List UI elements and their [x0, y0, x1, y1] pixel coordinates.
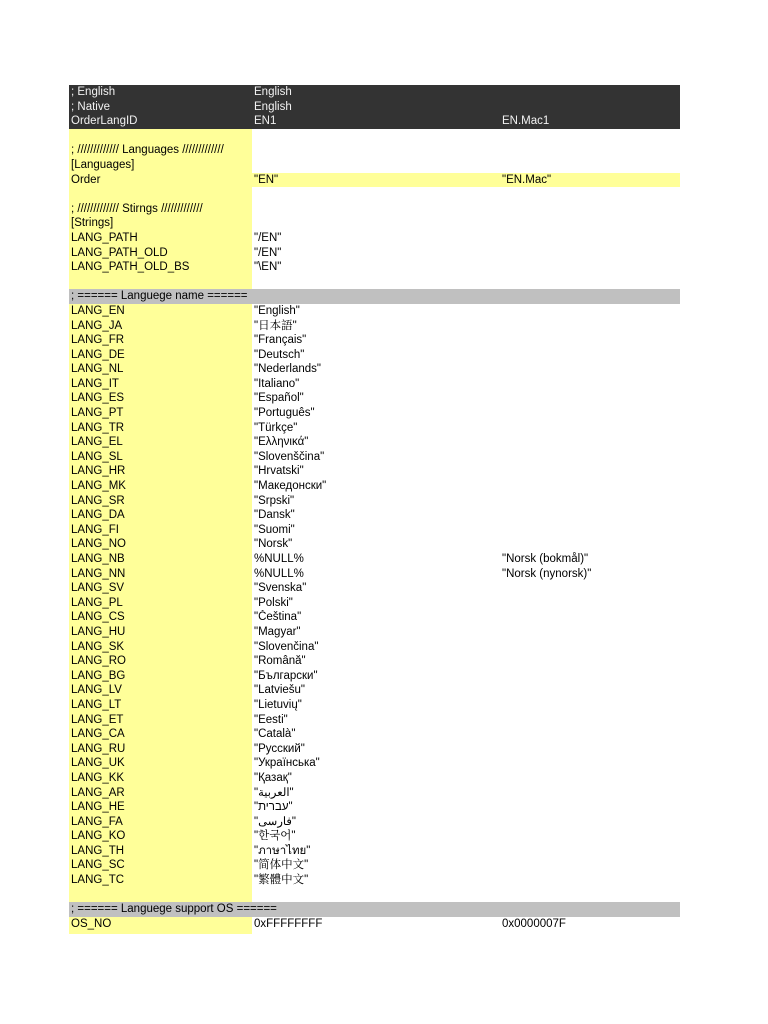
cell-c[interactable] — [500, 377, 680, 392]
cell-a[interactable]: ; Native — [71, 100, 110, 113]
table-row — [69, 873, 680, 888]
cell-c[interactable]: "Norsk (nynorsk)" — [502, 567, 592, 580]
cell-a[interactable]: LANG_NB — [71, 553, 125, 565]
cell-b[interactable]: 0xFFFFFFFF — [254, 917, 323, 930]
cell-a[interactable]: LANG_BG — [71, 669, 126, 682]
table-row — [69, 713, 680, 728]
cell-c[interactable] — [500, 319, 680, 334]
cell-a[interactable]: LANG_NO — [71, 538, 126, 551]
cell-a[interactable]: LANG_ET — [71, 713, 124, 726]
strings-rows — [69, 231, 680, 275]
cell-b[interactable]: "Nederlands" — [254, 363, 321, 376]
cell-b[interactable]: "Srpski" — [254, 494, 295, 507]
cell-b[interactable]: "한국어" — [254, 830, 296, 843]
cell-a[interactable]: LANG_FI — [71, 523, 119, 536]
cell-c[interactable] — [500, 698, 680, 713]
cell-c[interactable] — [500, 858, 680, 873]
table-row — [69, 698, 680, 713]
cell-b[interactable]: EN1 — [254, 115, 277, 128]
cell-a[interactable]: LANG_NL — [71, 363, 124, 376]
cell-b[interactable]: "/EN" — [254, 231, 282, 244]
cell-a[interactable]: LANG_JA — [71, 319, 123, 332]
cell-b[interactable]: "简体中文" — [254, 859, 309, 872]
table-row — [69, 523, 680, 538]
cell-b[interactable]: "Қазақ" — [254, 771, 292, 784]
cell-c[interactable] — [500, 683, 680, 698]
table-row — [69, 231, 680, 246]
empty-row — [69, 275, 680, 290]
empty-row — [69, 187, 680, 202]
cell-b[interactable]: "Türkçe" — [254, 421, 298, 434]
cell-b[interactable]: "Українська" — [254, 757, 320, 770]
table-row — [69, 844, 680, 859]
cell-b[interactable]: "/EN" — [254, 246, 282, 259]
table-row — [69, 537, 680, 552]
cell-a[interactable]: LANG_LV — [71, 684, 122, 697]
table-row — [69, 800, 680, 815]
table-row — [69, 610, 680, 625]
cell-a[interactable]: LANG_TC — [71, 874, 125, 887]
spreadsheet — [69, 85, 680, 931]
cell-b[interactable]: "Polski" — [254, 596, 293, 609]
table-row — [69, 406, 680, 421]
section-title-row — [69, 289, 680, 304]
cell-a[interactable]: LANG_IT — [71, 377, 119, 390]
table-row — [69, 669, 680, 684]
cell-a[interactable]: LANG_KO — [71, 830, 126, 843]
cell-c[interactable]: EN.Mac1 — [502, 115, 550, 128]
cell-b[interactable]: "Italiano" — [254, 377, 300, 390]
cell-a[interactable]: [Languages] — [71, 158, 135, 171]
section-title[interactable]: ; ====== Languege support OS ====== — [71, 903, 277, 916]
comment-row — [69, 143, 680, 158]
cell-a[interactable]: LANG_DA — [71, 509, 125, 522]
comment-row — [69, 202, 680, 217]
cell-a[interactable]: LANG_AR — [71, 786, 125, 799]
cell-c[interactable]: 0x0000007F — [502, 917, 566, 930]
cell-c[interactable] — [500, 464, 680, 479]
header-row — [69, 114, 680, 129]
empty-row — [69, 888, 680, 903]
cell-a[interactable]: LANG_HE — [71, 801, 125, 814]
table-row — [69, 727, 680, 742]
cell-a[interactable]: LANG_PATH — [71, 231, 138, 244]
os-support-rows — [69, 917, 680, 932]
section-title[interactable]: ; ====== Languege name ====== — [71, 290, 248, 303]
cell-c[interactable] — [500, 610, 680, 625]
cell-a[interactable]: LANG_EN — [71, 304, 125, 317]
cell-c[interactable] — [500, 800, 680, 815]
cell-c[interactable] — [500, 654, 680, 669]
table-row — [69, 567, 680, 582]
cell-c[interactable] — [500, 581, 680, 596]
table-row — [69, 421, 680, 436]
section-tag-row — [69, 216, 680, 231]
cell-b[interactable]: "Català" — [254, 728, 296, 741]
cell-b[interactable]: "Čeština" — [254, 611, 302, 624]
cell-c[interactable] — [500, 815, 680, 830]
table-row — [69, 435, 680, 450]
cell-b[interactable]: "Lietuvių" — [254, 698, 302, 711]
table-row — [69, 756, 680, 771]
cell-b[interactable]: "Slovenščina" — [254, 450, 325, 463]
cell-a[interactable]: LANG_DE — [71, 348, 125, 361]
table-row — [69, 260, 680, 275]
cell-b[interactable]: "Deutsch" — [254, 348, 305, 361]
cell-a[interactable]: LANG_RU — [71, 742, 126, 755]
cell-b[interactable]: "עברית" — [254, 801, 293, 814]
table-row — [69, 508, 680, 523]
cell-b[interactable]: "Français" — [254, 334, 307, 347]
cell-b[interactable]: "Slovenčina" — [254, 640, 319, 653]
cell-c[interactable] — [500, 450, 680, 465]
header-row — [69, 85, 680, 100]
cell-c[interactable] — [500, 333, 680, 348]
cell-a[interactable]: [Strings] — [71, 217, 114, 230]
cell-c[interactable] — [500, 348, 680, 363]
cell-c[interactable] — [500, 669, 680, 684]
cell-a[interactable]: LANG_FA — [71, 815, 123, 828]
header-row — [69, 100, 680, 115]
cell-a[interactable]: LANG_FR — [71, 334, 125, 347]
cell-c[interactable] — [500, 435, 680, 450]
cell-b[interactable]: "EN" — [254, 173, 279, 186]
table-row — [69, 552, 680, 567]
cell-c[interactable]: "Norsk (bokmål)" — [502, 553, 589, 565]
cell-b[interactable]: "Magyar" — [254, 625, 301, 638]
cell-c[interactable] — [500, 756, 680, 771]
cell-c[interactable] — [500, 479, 680, 494]
cell-a[interactable]: LANG_NN — [71, 567, 126, 580]
cell-c[interactable] — [500, 523, 680, 538]
table-row — [69, 683, 680, 698]
table-row — [69, 625, 680, 640]
cell-b[interactable]: "Español" — [254, 392, 304, 405]
table-row — [69, 464, 680, 479]
cell-a[interactable]: LANG_SC — [71, 859, 125, 872]
table-row — [69, 479, 680, 494]
cell-a[interactable]: LANG_TR — [71, 421, 125, 434]
table-row — [69, 377, 680, 392]
table-row — [69, 858, 680, 873]
cell-b[interactable]: "Македонски" — [254, 480, 327, 493]
cell-a[interactable]: ; ///////////// Stirngs ///////////// — [71, 202, 203, 215]
table-row — [69, 786, 680, 801]
language-name-rows — [69, 304, 680, 888]
cell-c[interactable] — [500, 508, 680, 523]
cell-c[interactable] — [500, 786, 680, 801]
cell-a[interactable]: LANG_SV — [71, 582, 125, 595]
cell-b[interactable]: "العربية" — [254, 786, 294, 799]
cell-a[interactable]: LANG_PT — [71, 407, 124, 420]
cell-a[interactable]: LANG_SL — [71, 450, 123, 463]
table-row — [69, 917, 680, 932]
table-row — [69, 348, 680, 363]
table-row — [69, 391, 680, 406]
cell-a[interactable]: LANG_PL — [71, 596, 123, 609]
table-row — [69, 742, 680, 757]
table-row — [69, 640, 680, 655]
cell-a[interactable]: LANG_EL — [71, 436, 123, 449]
cell-b[interactable]: "Български" — [254, 669, 318, 682]
cell-b[interactable]: "繁體中文" — [254, 874, 309, 887]
empty-row — [69, 129, 680, 144]
cell-b[interactable]: English — [254, 100, 292, 113]
order-row — [69, 173, 680, 188]
cell-a[interactable]: ; ///////////// Languages ///////////// — [71, 144, 224, 157]
cell-c[interactable]: "EN.Mac" — [502, 173, 552, 186]
cell-b[interactable]: "Eesti" — [254, 713, 288, 726]
cell-c[interactable] — [500, 304, 680, 319]
cell-a[interactable]: ; English — [71, 86, 116, 98]
cell-c[interactable] — [500, 713, 680, 728]
table-row — [69, 829, 680, 844]
table-row — [69, 596, 680, 611]
cell-a[interactable]: LANG_KK — [71, 771, 125, 784]
cell-b[interactable]: "فارسی" — [254, 815, 296, 828]
table-row — [69, 450, 680, 465]
table-row — [69, 333, 680, 348]
cell-b[interactable]: "Dansk" — [254, 509, 295, 522]
cell-a[interactable]: LANG_HU — [71, 625, 126, 638]
cell-c[interactable] — [500, 85, 680, 100]
cell-a[interactable]: LANG_SK — [71, 640, 125, 653]
cell-a[interactable]: LANG_PATH_OLD — [71, 246, 168, 259]
cell-b[interactable]: %NULL% — [254, 567, 304, 580]
cell-c[interactable] — [500, 727, 680, 742]
table-row — [69, 654, 680, 669]
cell-c[interactable] — [500, 873, 680, 888]
cell-b[interactable]: "Latviešu" — [254, 684, 305, 697]
cell-b[interactable]: "Hrvatski" — [254, 465, 304, 478]
cell-b[interactable]: "日本語" — [254, 319, 297, 332]
section-tag-row — [69, 158, 680, 173]
table-row — [69, 246, 680, 261]
cell-b[interactable]: "ภาษาไทย" — [254, 844, 311, 857]
table-row — [69, 771, 680, 786]
cell-a[interactable]: LANG_HR — [71, 465, 126, 478]
cell-c[interactable] — [500, 596, 680, 611]
cell-a[interactable]: LANG_ES — [71, 392, 125, 405]
section-title-row — [69, 902, 680, 917]
cell-b[interactable]: English — [254, 86, 292, 98]
cell-a[interactable]: OrderLangID — [71, 115, 138, 128]
table-row — [69, 581, 680, 596]
cell-a[interactable]: LANG_CS — [71, 611, 125, 624]
table-row — [69, 494, 680, 509]
cell-a[interactable]: LANG_TH — [71, 844, 125, 857]
cell-c[interactable] — [500, 494, 680, 509]
cell-b[interactable]: "Norsk" — [254, 538, 293, 551]
table-row — [69, 304, 680, 319]
cell-c[interactable] — [500, 829, 680, 844]
cell-a[interactable]: OS_NO — [71, 917, 112, 930]
cell-b[interactable]: "Português" — [254, 407, 315, 420]
table-row — [69, 815, 680, 830]
cell-c[interactable] — [500, 100, 680, 115]
cell-a[interactable]: Order — [71, 173, 101, 186]
cell-b[interactable]: "Ελληνικά" — [254, 436, 309, 449]
cell-c[interactable] — [500, 406, 680, 421]
cell-b[interactable]: "Русский" — [254, 742, 305, 755]
cell-c[interactable] — [500, 537, 680, 552]
cell-b[interactable]: "\EN" — [254, 261, 282, 274]
cell-c[interactable] — [500, 391, 680, 406]
cell-b[interactable]: %NULL% — [254, 553, 304, 565]
cell-c[interactable] — [500, 742, 680, 757]
cell-a[interactable]: LANG_SR — [71, 494, 125, 507]
cell-c[interactable] — [500, 640, 680, 655]
cell-a[interactable]: LANG_RO — [71, 655, 126, 668]
cell-a[interactable]: LANG_PATH_OLD_BS — [71, 261, 190, 274]
cell-b[interactable]: "English" — [254, 304, 300, 317]
cell-a[interactable]: LANG_LT — [71, 698, 122, 711]
cell-c[interactable] — [500, 625, 680, 640]
cell-b[interactable]: "Svenska" — [254, 582, 307, 595]
cell-c[interactable] — [500, 844, 680, 859]
cell-c[interactable] — [500, 771, 680, 786]
cell-c[interactable] — [500, 421, 680, 436]
table-row — [69, 319, 680, 334]
cell-b[interactable]: "Română" — [254, 655, 306, 668]
cell-b[interactable]: "Suomi" — [254, 523, 295, 536]
cell-a[interactable]: LANG_CA — [71, 728, 125, 741]
cell-a[interactable]: LANG_UK — [71, 757, 125, 770]
cell-a[interactable]: LANG_MK — [71, 480, 126, 493]
cell-c[interactable] — [500, 362, 680, 377]
table-row — [69, 362, 680, 377]
